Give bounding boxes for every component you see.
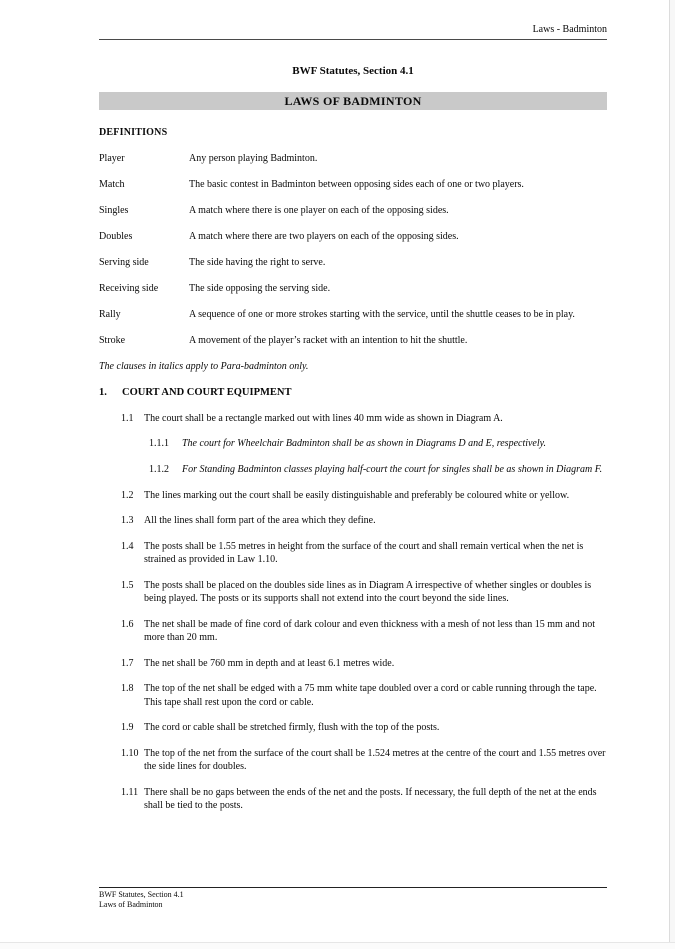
definition-text: A movement of the player’s racket with an intention to hit the shuttle. <box>189 335 468 346</box>
definition-term: Rally <box>99 309 121 320</box>
chapter-number: 1. <box>99 387 107 398</box>
page-edge-bottom <box>0 942 675 949</box>
law-number: 1.1.2 <box>149 463 169 475</box>
law-number: 1.5 <box>121 579 134 591</box>
definition-text: The side having the right to serve. <box>189 257 326 268</box>
definition-text: The basic contest in Badminton between opposing sides each of one or two players. <box>189 179 524 190</box>
law-item <box>121 618 607 644</box>
footer-line1: BWF Statutes, Section 4.1 <box>99 890 184 899</box>
definition-row <box>99 152 607 165</box>
law-item <box>121 412 607 425</box>
law-text: There shall be no gaps between the ends of the net and the posts. If necessary, the full depth of the net at the ends shall be tied to the posts. <box>144 786 597 812</box>
definition-text: Any person playing Badminton. <box>189 153 318 164</box>
law-item <box>121 514 607 527</box>
law-item <box>121 682 607 708</box>
definition-text: A match where there are two players on each of the opposing sides. <box>189 231 459 242</box>
footer-line2: Laws of Badminton <box>99 900 163 909</box>
law-number: 1.10 <box>121 748 139 760</box>
definition-term: Receiving side <box>99 283 159 294</box>
document-title: BWF Statutes, Section 4.1 <box>292 65 414 77</box>
law-item <box>121 489 607 502</box>
chapter-title: COURT AND COURT EQUIPMENT <box>122 387 292 398</box>
page-header-text: Laws - Badminton <box>532 24 607 35</box>
law-number: 1.4 <box>121 541 134 553</box>
definition-row <box>99 230 607 243</box>
law-text: The court for Wheelchair Badminton shall be as shown in Diagrams D and E, respectively. <box>182 438 547 450</box>
definition-row <box>99 256 607 269</box>
law-number: 1.8 <box>121 683 134 695</box>
law-text: The top of the net shall be edged with a 75 mm white tape doubled over a cord or cable running through the tape. This tape shall rest upon the cord or cable. <box>144 683 597 708</box>
italic-note: The clauses in italics apply to Para-badminton only. <box>99 361 309 372</box>
law-text: The cord or cable shall be stretched firmly, flush with the top of the posts. <box>144 722 440 734</box>
definition-term: Player <box>99 153 125 164</box>
definition-text: The side opposing the serving side. <box>189 283 331 294</box>
law-number: 1.9 <box>121 722 134 734</box>
law-item <box>149 463 607 476</box>
definition-text: A sequence of one or more strokes starting with the service, until the shuttle ceases to be in play. <box>189 309 575 320</box>
chapter-heading <box>99 386 607 399</box>
law-number: 1.2 <box>121 489 134 501</box>
law-item <box>121 786 607 812</box>
definitions-heading: DEFINITIONS <box>99 127 168 138</box>
page-content <box>99 0 607 812</box>
law-item <box>121 579 607 605</box>
law-text: All the lines shall form part of the area which they define. <box>144 515 376 527</box>
definition-row <box>99 204 607 217</box>
definition-text: A match where there is one player on each of the opposing sides. <box>189 205 449 216</box>
law-item <box>121 657 607 670</box>
definition-term: Doubles <box>99 231 133 242</box>
definition-term: Singles <box>99 205 129 216</box>
law-number: 1.1.1 <box>149 438 169 450</box>
law-text: The lines marking out the court shall be easily distinguishable and preferably be coloured white or yellow. <box>144 489 570 501</box>
definition-row <box>99 282 607 295</box>
section-banner: LAWS OF BADMINTON <box>99 92 607 110</box>
law-item <box>121 721 607 734</box>
law-text: For Standing Badminton classes playing half-court the court for singles shall be as shown in Diagram F. <box>182 463 603 475</box>
page-header <box>99 0 607 40</box>
law-item <box>121 747 607 773</box>
page-edge-right <box>669 0 675 949</box>
law-number: 1.3 <box>121 515 134 527</box>
definition-term: Match <box>99 179 125 190</box>
law-item <box>121 540 607 566</box>
law-number: 1.6 <box>121 618 134 630</box>
law-text: The posts shall be placed on the doubles side lines as in Diagram A irrespective of whether singles or doubles is being played. The posts or its supports shall not extend into the court beyond the side lines. <box>144 579 592 605</box>
law-text: The top of the net from the surface of the court shall be 1.524 metres at the centre of the court and 1.55 metres over the side lines for doubles. <box>144 748 606 773</box>
law-text: The court shall be a rectangle marked out with lines 40 mm wide as shown in Diagram A. <box>144 412 503 424</box>
law-text: The net shall be made of fine cord of dark colour and even thickness with a mesh of not less than 15 mm and not more than 20 mm. <box>144 618 595 644</box>
law-item <box>149 437 607 450</box>
page-footer <box>99 887 607 910</box>
definition-row <box>99 178 607 191</box>
definition-term: Serving side <box>99 257 149 268</box>
law-number: 1.1 <box>121 412 134 424</box>
law-text: The posts shall be 1.55 metres in height from the surface of the court and shall remain vertical when the net is strained as provided in Law 1.10. <box>144 541 584 566</box>
law-number: 1.11 <box>121 786 139 798</box>
law-text: The net shall be 760 mm in depth and at least 6.1 metres wide. <box>144 657 395 669</box>
law-number: 1.7 <box>121 657 134 669</box>
definition-row <box>99 334 607 347</box>
definition-row <box>99 308 607 321</box>
definition-term: Stroke <box>99 335 126 346</box>
